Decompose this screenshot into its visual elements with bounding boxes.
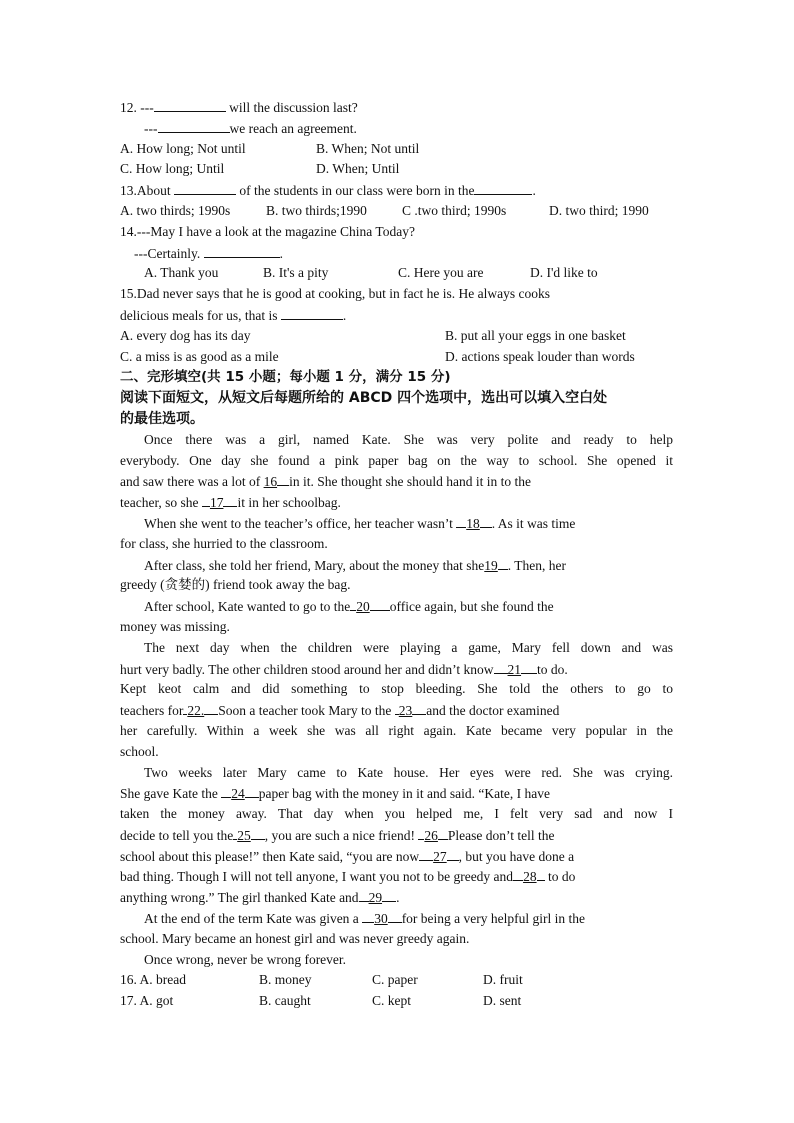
- passage-line: school.: [120, 743, 159, 759]
- section-heading: 二、完形填空(共 15 小题；每小题 1 分，满分 15 分): [120, 369, 451, 386]
- q14-reply: ---Certainly. .: [120, 243, 673, 264]
- q14-options: [120, 263, 673, 284]
- q17-options: [120, 991, 673, 1012]
- passage-line: bad thing. Though I will not tell anyone, I want you not to be greedy and 28 to do: [120, 866, 673, 887]
- passage-line: The next day when the children were playing a game, Mary fell down and was: [144, 639, 673, 655]
- q12-option-b: B. When; Not until: [316, 140, 420, 156]
- answer-blank: [154, 97, 226, 112]
- passage-line: After school, Kate wanted to go to the 20 office again, but she found the: [120, 596, 673, 617]
- q15-options-row1: [120, 326, 673, 347]
- q12-option-c: C. How long; Until: [120, 161, 225, 177]
- q15-option-b: B. put all your eggs in one basket: [445, 327, 626, 343]
- answer-blank: [474, 180, 532, 195]
- passage-line: After class, she told her friend, Mary, about the money that she19 . Then, her: [120, 555, 673, 576]
- q15-stem-line2: delicious meals for us, that is .: [120, 305, 673, 326]
- passage-line: Kept keot calm and did something to stop bleeding. She told the others to go to: [120, 681, 673, 697]
- blank-22: 22.: [187, 703, 205, 719]
- blank-28: 28: [523, 869, 537, 885]
- passage-line: everybody. One day she found a pink paper bag on the way to school. She opened it: [120, 452, 673, 468]
- section-instruction: 阅读下面短文，从短文后每题所给的 ABCD 四个选项中，选出可以填入空白处 的最佳选项。: [120, 390, 608, 427]
- q16-options: [120, 970, 673, 991]
- q17-option-b: B. caught: [259, 993, 311, 1009]
- passage-line: She gave Kate the 24 paper bag with the money in it and said. “Kate, I have: [120, 783, 673, 804]
- passage-line: Once there was a girl, named Kate. She was very polite and ready to help: [144, 431, 673, 447]
- q13-option-d: D. two third; 1990: [549, 202, 649, 218]
- blank-29: 29: [368, 890, 383, 906]
- q13-option-c: C .two third; 1990s: [402, 202, 507, 218]
- q14-option-d: D. I'd like to: [530, 265, 598, 281]
- answer-blank: [281, 305, 343, 320]
- passage-line: and saw there was a lot of 16 in it. She thought she should hand it in to the: [120, 471, 673, 492]
- q15-stem-line1: 15.Dad never says that he is good at cooking, but in fact he is. He always cooks: [120, 286, 551, 302]
- q12-stem: 12. --- will the discussion last?: [120, 97, 673, 118]
- q16-option-b: B. money: [259, 972, 312, 988]
- q16-option-d: D. fruit: [483, 972, 523, 988]
- passage-line: money was missing.: [120, 618, 230, 634]
- q17-option-d: D. sent: [483, 993, 522, 1009]
- passage-line: teacher, so she 17 it in her schoolbag.: [120, 492, 673, 513]
- q13-option-b: B. two thirds;1990: [266, 202, 367, 218]
- q17-option-c: C. kept: [372, 993, 411, 1009]
- blank-23: 23: [398, 703, 413, 719]
- q16-option-a: 16. A. bread: [120, 972, 186, 988]
- q16-option-c: C. paper: [372, 972, 418, 988]
- blank-18: 18: [466, 515, 480, 531]
- blank-26: 26: [424, 827, 438, 843]
- blank-24: 24: [231, 786, 245, 802]
- blank-17: 17: [209, 495, 224, 511]
- q13-stem: 13.About of the students in our class were born in the .: [120, 180, 673, 201]
- q15-options-row2: [120, 347, 673, 368]
- q12-reply: --- we reach an agreement.: [120, 118, 673, 139]
- q12-option-a: A. How long; Not until: [120, 140, 246, 156]
- blank-25: 25: [237, 827, 251, 843]
- passage-line: At the end of the term Kate was given a 30 for being a very helpful girl in the: [120, 908, 673, 929]
- blank-30: 30: [374, 911, 388, 927]
- q13-option-a: A. two thirds; 1990s: [120, 202, 231, 218]
- q12-options-row1: [120, 139, 673, 160]
- passage-line: greedy (贪婪的) friend took away the bag.: [120, 577, 351, 593]
- q17-option-a: 17. A. got: [120, 993, 174, 1009]
- answer-blank: [158, 118, 230, 133]
- blank-16: 16: [263, 474, 278, 490]
- passage-line: for class, she hurried to the classroom.: [120, 535, 328, 551]
- passage-line: school. Mary became an honest girl and was never greedy again.: [120, 930, 470, 946]
- blank-20: 20: [356, 599, 370, 615]
- passage-line: hurt very badly. The other children stood around her and didn’t know 21 to do.: [120, 659, 673, 680]
- q15-option-d: D. actions speak louder than words: [445, 348, 635, 364]
- passage-line: anything wrong.” The girl thanked Kate and 29 .: [120, 887, 673, 908]
- passage-line: Once wrong, never be wrong forever.: [144, 951, 347, 967]
- q15-option-a: A. every dog has its day: [120, 327, 251, 343]
- answer-blank: [174, 180, 236, 195]
- exam-page: [120, 97, 673, 1012]
- blank-27: 27: [433, 848, 447, 864]
- q13-options: [120, 201, 673, 222]
- answer-blank: [204, 243, 280, 258]
- passage-line: Two weeks later Mary came to Kate house. Her eyes were red. She was crying.: [144, 764, 673, 780]
- passage-line: taken the money away. That day when you helped me, I felt very sad and now I: [120, 806, 673, 822]
- q14-option-c: C. Here you are: [398, 265, 484, 281]
- q12-option-d: D. When; Until: [316, 161, 400, 177]
- passage-line: her carefully. Within a week she was all right again. Kate became very popular in the: [120, 722, 673, 738]
- passage-line: school about this please!” then Kate said, “you are now 27 , but you have done a: [120, 846, 673, 867]
- blank-21: 21: [507, 661, 522, 677]
- q15-option-c: C. a miss is as good as a mile: [120, 348, 279, 364]
- blank-19: 19: [484, 557, 498, 573]
- q14-option-b: B. It's a pity: [263, 265, 329, 281]
- q12-options-row2: [120, 159, 673, 180]
- passage-line: When she went to the teacher’s office, her teacher wasn’t 18 . As it was time: [120, 513, 673, 534]
- passage-line: teachers for 22. Soon a teacher took Mary to the 23 and the doctor examined: [120, 700, 673, 721]
- q14-option-a: A. Thank you: [144, 265, 219, 281]
- q14-stem: 14.---May I have a look at the magazine China Today?: [120, 223, 415, 239]
- passage-line: decide to tell you the 25 , you are such a nice friend! 26 Please don’t tell the: [120, 825, 673, 846]
